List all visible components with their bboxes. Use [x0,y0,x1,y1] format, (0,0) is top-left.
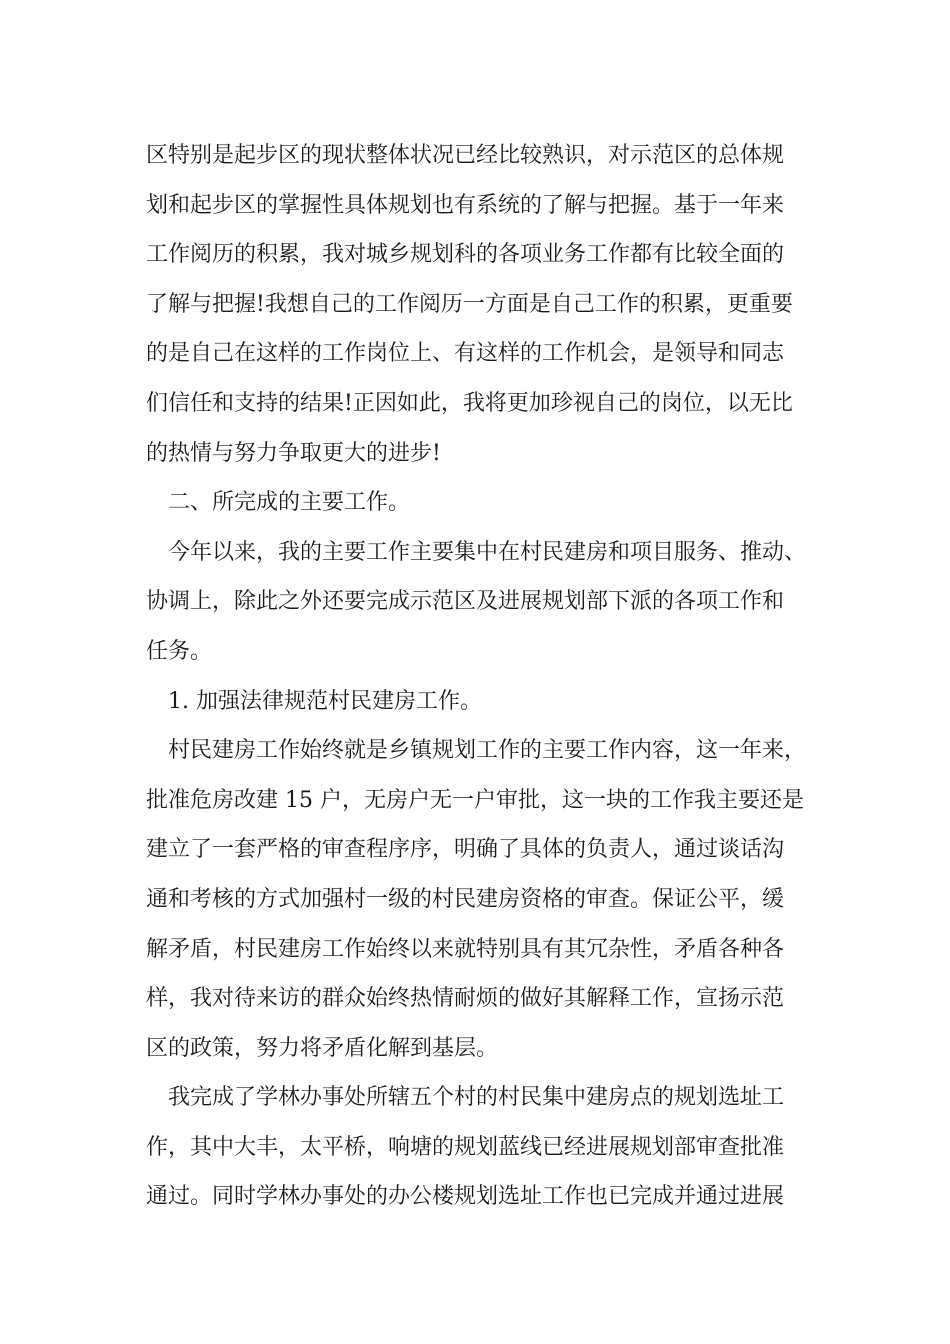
subsection-heading: 1. 加强法律规范村民建房工作。 [168,688,482,714]
text-line: 的热情与努力争取更大的进步! [146,440,441,466]
text-line: 协调上，除此之外还要完成示范区及进展规划部下派的各项工作和 [146,589,785,615]
paragraph-first-line: 我完成了学林办事处所辖五个村的村民集中建房点的规划选址工 [168,1085,785,1111]
text-line: 解矛盾，村民建房工作始终以来就特别具有其冗杂性，矛盾各种各 [146,936,785,962]
text-line: 建立了一套严格的审查程序序，明确了具体的负责人，通过谈话沟 [146,837,785,863]
text-line: 区的政策，努力将矛盾化解到基层。 [146,1035,499,1061]
text-line: 通过。同时学林办事处的办公楼规划选址工作也已完成并通过进展 [146,1184,785,1210]
document-body [146,131,836,1222]
text-line: 的是自己在这样的工作岗位上、有这样的工作机会，是领导和同志 [146,341,785,367]
text-line: 区特别是起步区的现状整体状况已经比较熟识，对示范区的总体规 [146,143,785,168]
text-line: 通和考核的方式加强村一级的村民建房资格的审查。保证公平，缓 [146,886,785,912]
text-line: 们信任和支持的结果!正因如此，我将更加珍视自己的岗位，以无比 [146,390,793,416]
paragraph-first-line: 今年以来，我的主要工作主要集中在村民建房和项目服务、推动、 [168,539,807,565]
text-line: 工作阅历的积累，我对城乡规划科的各项业务工作都有比较全面的 [146,242,785,268]
paragraph-first-line: 村民建房工作始终就是乡镇规划工作的主要工作内容，这一年来， [168,738,807,764]
text-line: 划和起步区的掌握性具体规划也有系统的了解与把握。基于一年来 [146,192,785,218]
text-line: 批准危房改建 15 户，无房户无一户审批，这一块的工作我主要还是 [146,787,804,813]
text-line: 样，我对待来访的群众始终热情耐烦的做好其解释工作，宣扬示范 [146,986,785,1012]
section-heading: 二、所完成的主要工作。 [168,490,411,516]
text-line: 了解与把握!我想自己的工作阅历一方面是自己工作的积累，更重要 [146,291,793,317]
text-line: 任务。 [146,638,213,664]
text-line: 作，其中大丰，太平桥，响塘的规划蓝线已经进展规划部审查批准 [146,1134,785,1160]
